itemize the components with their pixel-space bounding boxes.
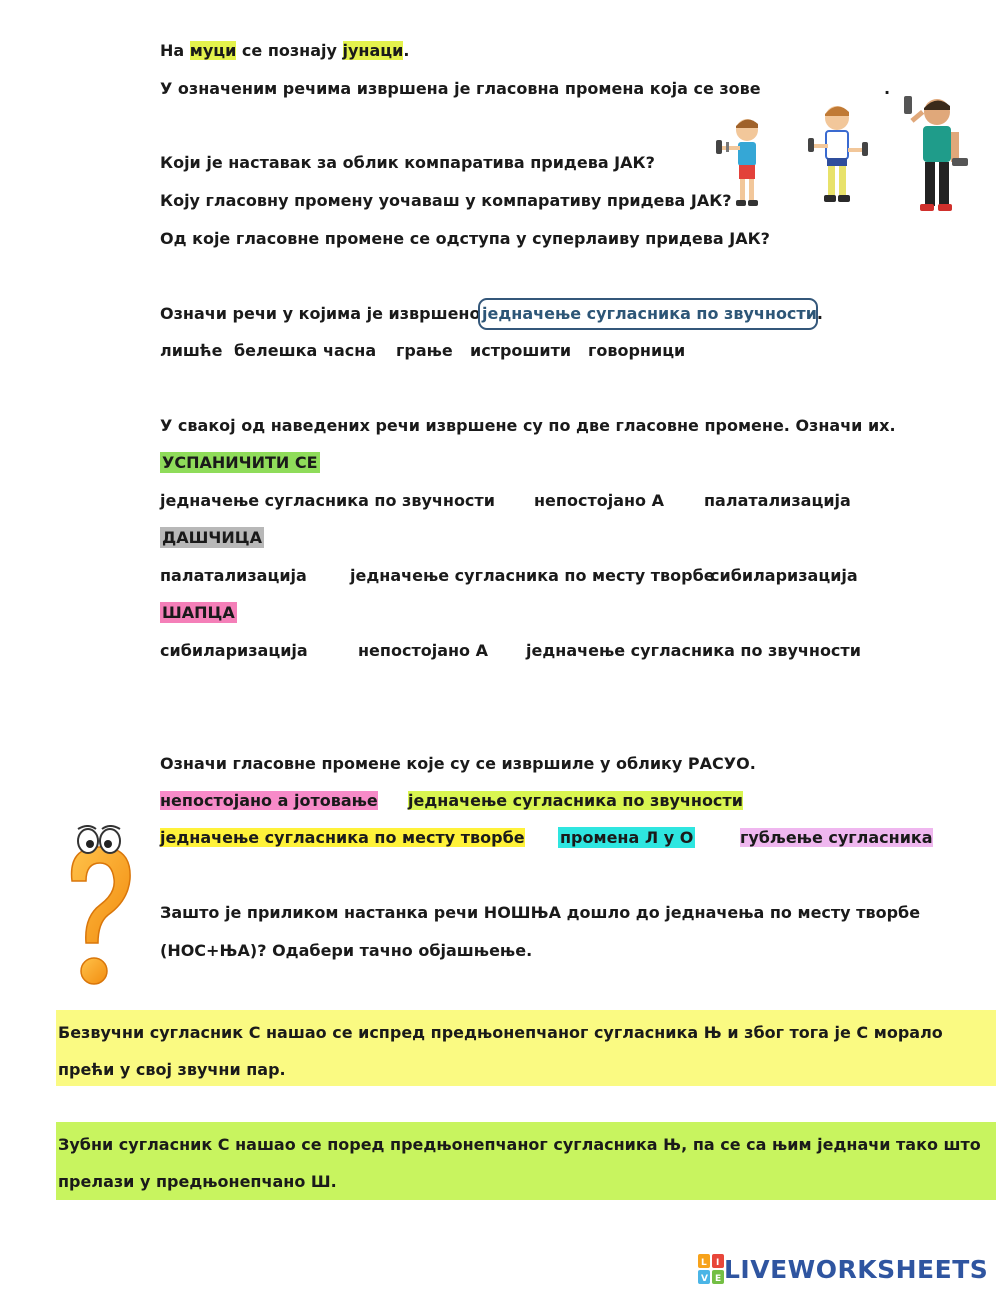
q3-word-2[interactable]: белешка <box>234 341 318 360</box>
kid-1-figure <box>716 119 758 206</box>
q4-g1-option-1[interactable]: једначење сугласника по звучности <box>160 491 495 510</box>
question-mark-mascot-icon <box>60 825 140 991</box>
logo-letter-e: E <box>715 1274 722 1284</box>
q5-option-2-label: једначење сугласника по звучности <box>408 791 743 810</box>
q5-option-1[interactable] <box>160 790 378 812</box>
q3-word-1[interactable]: лишће <box>160 341 223 360</box>
q6-answer-option-2[interactable]: Зубни сугласник С нашао се поред предњонепчаног сугласника Њ, па се са њим једначи тако што прелази у предњонепчано Ш. <box>56 1122 996 1200</box>
q6-line-2: (НОС+ЊА)? Одабери тачно објашњење. <box>160 941 533 960</box>
q1-highlight-word-1: муци <box>189 41 237 60</box>
logo-letter-l: L <box>701 1258 707 1268</box>
q4-g1-option-2[interactable]: непостојано А <box>534 491 664 510</box>
q1-sentence <box>160 40 409 62</box>
kid-2-figure <box>808 106 868 202</box>
q4-word-3-label: ШАПЦА <box>162 603 235 622</box>
q1-question: У означеним речима извршена је гласовна промена која се зове <box>160 79 761 98</box>
weightlifting-kids-illustration <box>712 88 982 218</box>
q5-option-3[interactable] <box>160 827 525 849</box>
q3-word-4[interactable]: грање <box>396 341 453 360</box>
q3-word-6[interactable]: говорници <box>588 341 686 360</box>
q6-answer-option-1[interactable]: Безвучни сугласник С нашао се испред предњонепчаног сугласника Њ и због тога је С морало прећи у свој звучни пар. <box>56 1010 996 1086</box>
q1-highlight-word-2: јунаци <box>342 41 404 60</box>
q4-word-1 <box>160 452 320 474</box>
q4-word-1-label: УСПАНИЧИТИ СЕ <box>162 453 318 472</box>
q5-option-2[interactable] <box>408 790 743 812</box>
q3-word-5[interactable]: истрошити <box>470 341 572 360</box>
q1-text-mid: се познају <box>236 41 343 60</box>
liveworksheets-logo <box>698 1252 988 1286</box>
q5-prompt: Означи гласовне промене које су се извршиле у облику РАСУО. <box>160 754 756 773</box>
q3-boxed-term <box>482 303 823 325</box>
logo-letter-i: I <box>716 1258 720 1268</box>
q6-line-1: Зашто је приликом настанка речи НОШЊА дошло до једначења по месту творбе <box>160 903 921 922</box>
q4-g2-option-2[interactable]: једначење сугласника по месту творбе <box>350 566 715 585</box>
q3-prompt: Означи речи у којима је извршено <box>160 304 481 323</box>
q4-g2-option-1[interactable]: палатализација <box>160 566 307 585</box>
q4-g2-option-3[interactable]: сибиларизација <box>710 566 858 585</box>
q5-option-3-label: једначење сугласника по месту творбе <box>160 828 525 847</box>
q2-line-3: Од које гласовне промене се одступа у суперлаиву придева ЈАК? <box>160 229 770 248</box>
q4-g3-option-2[interactable]: непостојано А <box>358 641 488 660</box>
q4-word-2-label: ДАШЧИЦА <box>162 528 262 547</box>
q2-line-1: Који је наставак за облик компаратива придева ЈАК? <box>160 153 655 172</box>
q4-g3-option-1[interactable]: сибиларизација <box>160 641 308 660</box>
q1-text-post: . <box>403 41 410 60</box>
q5-option-4-label: промена Л у О <box>560 828 694 847</box>
q2-line-2: Коју гласовну промену уочаваш у компаративу придева ЈАК? <box>160 191 732 210</box>
q1-text-pre: На <box>160 41 190 60</box>
q4-g3-option-3[interactable]: једначење сугласника по звучности <box>526 641 861 660</box>
q3-word-3[interactable]: часна <box>323 341 377 360</box>
q4-word-3 <box>160 602 237 624</box>
q3-boxed-dot: . <box>816 304 823 323</box>
q4-prompt: У свакој од наведених речи извршене су по две гласовне промене. Означи их. <box>160 416 896 435</box>
q5-option-5-label: губљење сугласника <box>740 828 933 847</box>
q3-boxed-term-text: једначење сугласника по звучности <box>482 304 817 323</box>
q1-blank-end: . <box>884 79 891 98</box>
logo-letter-v: V <box>701 1274 708 1284</box>
q5-option-5[interactable] <box>740 827 933 849</box>
liveworksheets-logo-text: LIVEWORKSHEETS <box>724 1254 989 1284</box>
liveworksheets-logo-icon <box>698 1254 724 1284</box>
man-figure <box>904 96 968 211</box>
q4-g1-option-3[interactable]: палатализација <box>704 491 851 510</box>
q5-option-1-label: непостојано а јотовање <box>160 791 378 810</box>
q5-option-4[interactable] <box>558 827 695 849</box>
q4-word-2 <box>160 527 264 549</box>
